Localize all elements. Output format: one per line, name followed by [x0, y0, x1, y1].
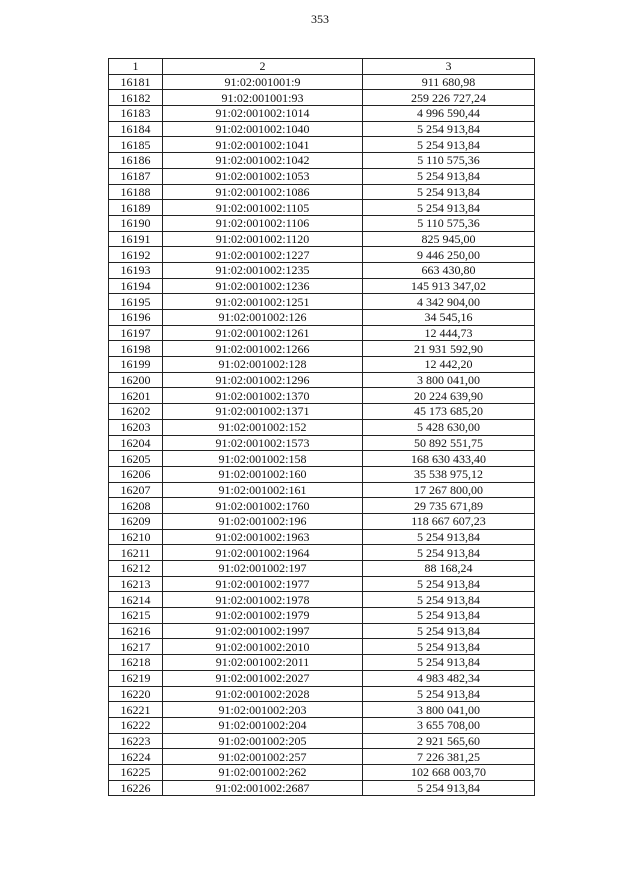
table-row: [109, 623, 535, 639]
row-number-cell: 16203: [109, 419, 163, 435]
row-number-cell: 16206: [109, 466, 163, 482]
cadastral-number-cell: 91:02:001002:1979: [163, 608, 363, 624]
value-cell: 5 254 913,84: [363, 686, 535, 702]
value-cell: 663 430,80: [363, 262, 535, 278]
cadastral-number-cell: 91:02:001002:1041: [163, 137, 363, 153]
cadastral-number-cell: 91:02:001002:126: [163, 310, 363, 326]
row-number-cell: 16186: [109, 153, 163, 169]
header-col-1: 1: [109, 59, 163, 75]
value-cell: 5 254 913,84: [363, 655, 535, 671]
cadastral-number-cell: 91:02:001002:1266: [163, 341, 363, 357]
value-cell: 50 892 551,75: [363, 435, 535, 451]
cadastral-number-cell: 91:02:001002:205: [163, 733, 363, 749]
table-row: [109, 74, 535, 90]
table-row: [109, 294, 535, 310]
row-number-cell: 16194: [109, 278, 163, 294]
cadastral-number-cell: 91:02:001002:2010: [163, 639, 363, 655]
row-number-cell: 16226: [109, 780, 163, 796]
cadastral-number-cell: 91:02:001002:2028: [163, 686, 363, 702]
value-cell: 35 538 975,12: [363, 466, 535, 482]
value-cell: 5 254 913,84: [363, 121, 535, 137]
row-number-cell: 16209: [109, 513, 163, 529]
value-cell: 5 254 913,84: [363, 780, 535, 796]
value-cell: 45 173 685,20: [363, 404, 535, 420]
table-row: [109, 341, 535, 357]
cadastral-number-cell: 91:02:001001:9: [163, 74, 363, 90]
row-number-cell: 16207: [109, 482, 163, 498]
cadastral-number-cell: 91:02:001002:262: [163, 764, 363, 780]
cadastral-number-cell: 91:02:001002:1370: [163, 388, 363, 404]
row-number-cell: 16183: [109, 106, 163, 122]
value-cell: 5 254 913,84: [363, 545, 535, 561]
value-cell: 259 226 727,24: [363, 90, 535, 106]
cadastral-number-cell: 91:02:001001:93: [163, 90, 363, 106]
row-number-cell: 16200: [109, 372, 163, 388]
row-number-cell: 16225: [109, 764, 163, 780]
cadastral-number-cell: 91:02:001002:2011: [163, 655, 363, 671]
cadastral-number-cell: 91:02:001002:1371: [163, 404, 363, 420]
row-number-cell: 16211: [109, 545, 163, 561]
table-row: [109, 780, 535, 796]
cadastral-number-cell: 91:02:001002:158: [163, 451, 363, 467]
table-row: [109, 451, 535, 467]
row-number-cell: 16219: [109, 670, 163, 686]
value-cell: 5 110 575,36: [363, 215, 535, 231]
cadastral-number-cell: 91:02:001002:1978: [163, 592, 363, 608]
cadastral-number-cell: 91:02:001002:1963: [163, 529, 363, 545]
value-cell: 145 913 347,02: [363, 278, 535, 294]
row-number-cell: 16202: [109, 404, 163, 420]
cadastral-number-cell: 91:02:001002:257: [163, 749, 363, 765]
value-cell: 5 110 575,36: [363, 153, 535, 169]
cadastral-number-cell: 91:02:001002:1236: [163, 278, 363, 294]
cadastral-number-cell: 91:02:001002:1086: [163, 184, 363, 200]
value-cell: 102 668 003,70: [363, 764, 535, 780]
cadastral-number-cell: 91:02:001002:1977: [163, 576, 363, 592]
cadastral-number-cell: 91:02:001002:1964: [163, 545, 363, 561]
table-row: [109, 670, 535, 686]
table-row: [109, 733, 535, 749]
value-cell: 17 267 800,00: [363, 482, 535, 498]
row-number-cell: 16221: [109, 702, 163, 718]
cadastral-number-cell: 91:02:001002:160: [163, 466, 363, 482]
row-number-cell: 16182: [109, 90, 163, 106]
table-row: [109, 404, 535, 420]
row-number-cell: 16214: [109, 592, 163, 608]
cadastral-number-cell: 91:02:001002:1227: [163, 247, 363, 263]
header-col-3: 3: [363, 59, 535, 75]
cadastral-number-cell: 91:02:001002:1040: [163, 121, 363, 137]
value-cell: 4 983 482,34: [363, 670, 535, 686]
table-row: [109, 215, 535, 231]
value-cell: 5 254 913,84: [363, 592, 535, 608]
value-cell: 3 800 041,00: [363, 372, 535, 388]
value-cell: 3 800 041,00: [363, 702, 535, 718]
table-row: [109, 231, 535, 247]
table-row: [109, 419, 535, 435]
cadastral-number-cell: 91:02:001002:128: [163, 357, 363, 373]
row-number-cell: 16198: [109, 341, 163, 357]
value-cell: 911 680,98: [363, 74, 535, 90]
table-row: [109, 357, 535, 373]
row-number-cell: 16217: [109, 639, 163, 655]
table-header: [109, 59, 535, 75]
row-number-cell: 16205: [109, 451, 163, 467]
table-row: [109, 639, 535, 655]
cadastral-number-cell: 91:02:001002:1014: [163, 106, 363, 122]
table-row: [109, 545, 535, 561]
table-row: [109, 388, 535, 404]
cadastral-number-cell: 91:02:001002:1296: [163, 372, 363, 388]
row-number-cell: 16187: [109, 168, 163, 184]
table-row: [109, 764, 535, 780]
value-cell: 5 428 630,00: [363, 419, 535, 435]
cadastral-number-cell: 91:02:001002:1053: [163, 168, 363, 184]
cadastral-number-cell: 91:02:001002:152: [163, 419, 363, 435]
table-row: [109, 529, 535, 545]
cadastral-number-cell: 91:02:001002:161: [163, 482, 363, 498]
table-row: [109, 576, 535, 592]
row-number-cell: 16192: [109, 247, 163, 263]
row-number-cell: 16196: [109, 310, 163, 326]
value-cell: 21 931 592,90: [363, 341, 535, 357]
row-number-cell: 16190: [109, 215, 163, 231]
cadastral-number-cell: 91:02:001002:1120: [163, 231, 363, 247]
header-col-2: 2: [163, 59, 363, 75]
value-cell: 3 655 708,00: [363, 717, 535, 733]
table-body: [109, 74, 535, 796]
value-cell: 168 630 433,40: [363, 451, 535, 467]
row-number-cell: 16220: [109, 686, 163, 702]
cadastral-number-cell: 91:02:001002:196: [163, 513, 363, 529]
cadastral-number-cell: 91:02:001002:2687: [163, 780, 363, 796]
row-number-cell: 16223: [109, 733, 163, 749]
cadastral-number-cell: 91:02:001002:1106: [163, 215, 363, 231]
value-cell: 20 224 639,90: [363, 388, 535, 404]
table-row: [109, 655, 535, 671]
value-cell: 118 667 607,23: [363, 513, 535, 529]
table-row: [109, 200, 535, 216]
cadastral-number-cell: 91:02:001002:1042: [163, 153, 363, 169]
table-row: [109, 513, 535, 529]
cadastral-number-cell: 91:02:001002:1573: [163, 435, 363, 451]
cadastral-value-table: [108, 58, 535, 796]
table-row: [109, 90, 535, 106]
value-cell: 29 735 671,89: [363, 498, 535, 514]
table-row: [109, 153, 535, 169]
cadastral-number-cell: 91:02:001002:1235: [163, 262, 363, 278]
value-cell: 9 446 250,00: [363, 247, 535, 263]
value-cell: 5 254 913,84: [363, 639, 535, 655]
row-number-cell: 16210: [109, 529, 163, 545]
table-row: [109, 262, 535, 278]
value-cell: 5 254 913,84: [363, 184, 535, 200]
value-cell: 825 945,00: [363, 231, 535, 247]
row-number-cell: 16208: [109, 498, 163, 514]
value-cell: 4 996 590,44: [363, 106, 535, 122]
cadastral-number-cell: 91:02:001002:1251: [163, 294, 363, 310]
table-row: [109, 608, 535, 624]
value-cell: 12 444,73: [363, 325, 535, 341]
table-row: [109, 482, 535, 498]
value-cell: 7 226 381,25: [363, 749, 535, 765]
table-row: [109, 592, 535, 608]
row-number-cell: 16222: [109, 717, 163, 733]
table-row: [109, 247, 535, 263]
value-cell: 12 442,20: [363, 357, 535, 373]
row-number-cell: 16188: [109, 184, 163, 200]
value-cell: 34 545,16: [363, 310, 535, 326]
table-row: [109, 372, 535, 388]
row-number-cell: 16201: [109, 388, 163, 404]
cadastral-number-cell: 91:02:001002:1997: [163, 623, 363, 639]
cadastral-number-cell: 91:02:001002:2027: [163, 670, 363, 686]
value-cell: 2 921 565,60: [363, 733, 535, 749]
value-cell: 5 254 913,84: [363, 200, 535, 216]
table-row: [109, 278, 535, 294]
row-number-cell: 16199: [109, 357, 163, 373]
row-number-cell: 16193: [109, 262, 163, 278]
table-row: [109, 702, 535, 718]
cadastral-number-cell: 91:02:001002:1261: [163, 325, 363, 341]
cadastral-number-cell: 91:02:001002:1760: [163, 498, 363, 514]
row-number-cell: 16181: [109, 74, 163, 90]
table-row: [109, 310, 535, 326]
table-row: [109, 466, 535, 482]
table-row: [109, 717, 535, 733]
value-cell: 5 254 913,84: [363, 529, 535, 545]
row-number-cell: 16218: [109, 655, 163, 671]
table-row: [109, 435, 535, 451]
row-number-cell: 16216: [109, 623, 163, 639]
table-row: [109, 749, 535, 765]
row-number-cell: 16204: [109, 435, 163, 451]
value-cell: 5 254 913,84: [363, 576, 535, 592]
value-cell: 88 168,24: [363, 561, 535, 577]
row-number-cell: 16195: [109, 294, 163, 310]
table-row: [109, 184, 535, 200]
table-row: [109, 686, 535, 702]
row-number-cell: 16212: [109, 561, 163, 577]
row-number-cell: 16184: [109, 121, 163, 137]
value-cell: 5 254 913,84: [363, 623, 535, 639]
table-row: [109, 121, 535, 137]
row-number-cell: 16197: [109, 325, 163, 341]
table-row: [109, 498, 535, 514]
row-number-cell: 16213: [109, 576, 163, 592]
table-row: [109, 325, 535, 341]
table-row: [109, 561, 535, 577]
row-number-cell: 16185: [109, 137, 163, 153]
value-cell: 5 254 913,84: [363, 168, 535, 184]
cadastral-number-cell: 91:02:001002:203: [163, 702, 363, 718]
row-number-cell: 16191: [109, 231, 163, 247]
cadastral-number-cell: 91:02:001002:204: [163, 717, 363, 733]
row-number-cell: 16215: [109, 608, 163, 624]
value-cell: 4 342 904,00: [363, 294, 535, 310]
value-cell: 5 254 913,84: [363, 608, 535, 624]
table-row: [109, 106, 535, 122]
header-row: [109, 59, 535, 75]
cadastral-number-cell: 91:02:001002:1105: [163, 200, 363, 216]
row-number-cell: 16224: [109, 749, 163, 765]
value-cell: 5 254 913,84: [363, 137, 535, 153]
table-row: [109, 137, 535, 153]
cadastral-number-cell: 91:02:001002:197: [163, 561, 363, 577]
table-row: [109, 168, 535, 184]
page-number: 353: [311, 12, 329, 26]
row-number-cell: 16189: [109, 200, 163, 216]
